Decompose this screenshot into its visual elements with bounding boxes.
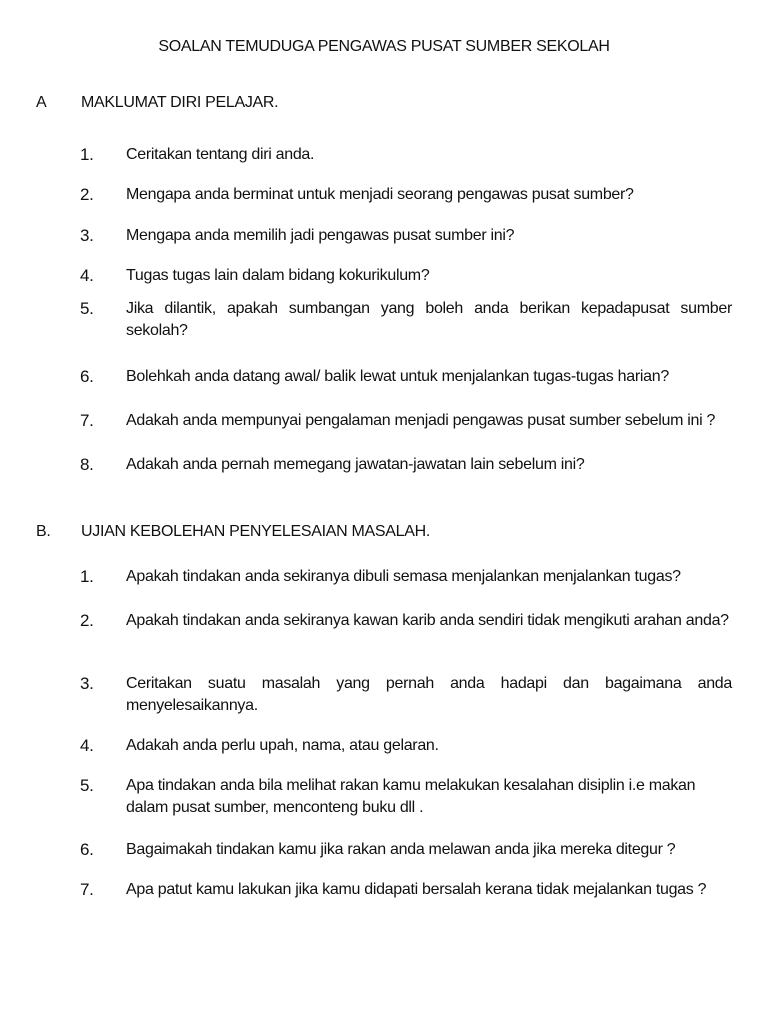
item-text: Ceritakan suatu masalah yang pernah anda hadapi dan bagaimana anda menyelesaikannya. xyxy=(126,675,732,714)
item-text: Jika dilantik, apakah sumbangan yang boleh anda berikan kepadapusat sumber sekolah? xyxy=(126,300,732,339)
item-number: 7. xyxy=(80,880,94,899)
item-text: Adakah anda perlu upah, nama, atau gelaran. xyxy=(126,737,439,754)
item-text: Mengapa anda berminat untuk menjadi seorang pengawas pusat sumber? xyxy=(126,186,634,203)
item-number: 2. xyxy=(80,185,94,204)
item-text: Adakah anda mempunyai pengalaman menjadi pengawas pusat sumber sebelum ini ? xyxy=(126,412,716,429)
item-text: Bagaimakah tindakan kamu jika rakan anda melawan anda jika mereka ditegur ? xyxy=(126,841,676,858)
item-text: Mengapa anda memilih jadi pengawas pusat sumber ini? xyxy=(126,227,515,244)
item-number: 8. xyxy=(80,455,94,474)
item-number: 3. xyxy=(80,674,94,693)
item-number: 5. xyxy=(80,776,94,795)
section-b-letter: B. xyxy=(36,523,51,540)
item-text: Apa tindakan anda bila melihat rakan kamu melakukan kesalahan disiplin i.e makan dalam pusat sumber, menconteng buku dll . xyxy=(126,777,696,816)
document-title: SOALAN TEMUDUGA PENGAWAS PUSAT SUMBER SEKOLAH xyxy=(158,38,610,55)
item-text: Tugas tugas lain dalam bidang kokurikulum? xyxy=(126,267,430,284)
item-number: 2. xyxy=(80,611,94,630)
item-text: Ceritakan tentang diri anda. xyxy=(126,146,315,163)
item-number: 5. xyxy=(80,299,94,318)
item-number: 4. xyxy=(80,266,94,285)
item-number: 4. xyxy=(80,736,94,755)
item-text: Apakah tindakan anda sekiranya dibuli semasa menjalankan menjalankan tugas? xyxy=(126,568,681,585)
item-number: 6. xyxy=(80,367,94,386)
item-number: 7. xyxy=(80,411,94,430)
section-a-letter: A xyxy=(36,94,47,111)
section-a-heading: MAKLUMAT DIRI PELAJAR. xyxy=(81,94,279,111)
item-text: Bolehkah anda datang awal/ balik lewat untuk menjalankan tugas-tugas harian? xyxy=(126,368,669,385)
item-text: Apakah tindakan anda sekiranya kawan karib anda sendiri tidak mengikuti arahan anda? xyxy=(126,612,729,629)
section-b-heading: UJIAN KEBOLEHAN PENYELESAIAN MASALAH. xyxy=(81,523,431,540)
item-text: Apa patut kamu lakukan jika kamu didapati bersalah kerana tidak mejalankan tugas ? xyxy=(126,881,707,898)
item-number: 3. xyxy=(80,226,94,245)
item-number: 1. xyxy=(80,567,94,586)
item-text: Adakah anda pernah memegang jawatan-jawatan lain sebelum ini? xyxy=(126,456,585,473)
item-number: 1. xyxy=(80,145,94,164)
item-number: 6. xyxy=(80,840,94,859)
